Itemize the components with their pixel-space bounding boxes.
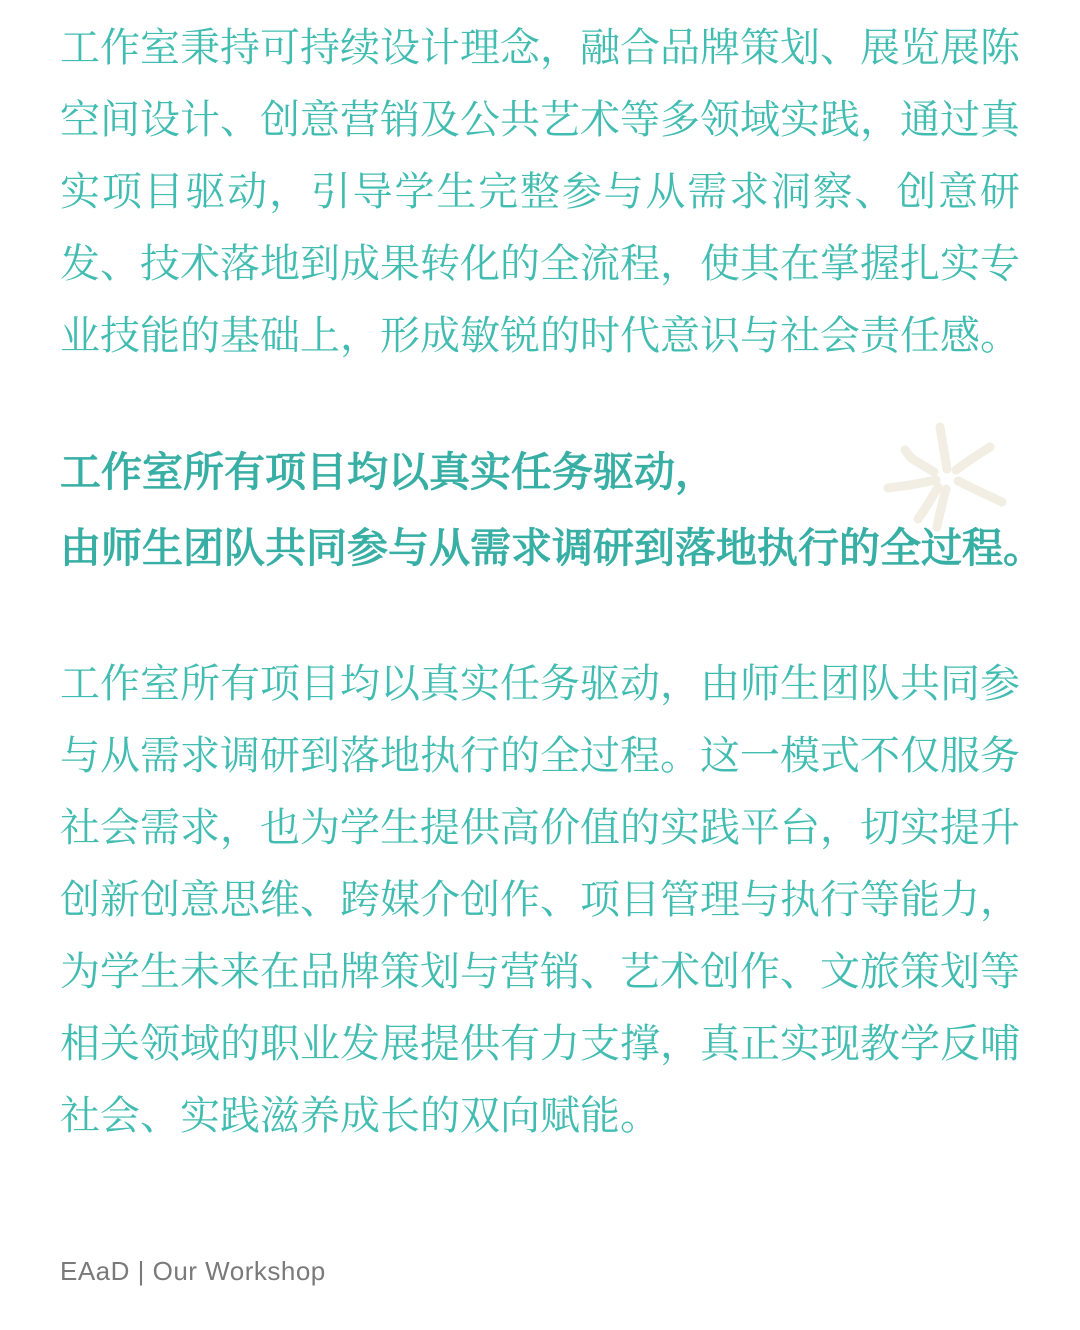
heading-line-1: 工作室所有项目均以真实任务驱动，	[60, 449, 716, 495]
footer-caption: EAaD | Our Workshop	[60, 1256, 326, 1286]
intro-paragraph: 工作室秉持可持续设计理念，融合品牌策划、展览展陈空间设计、创意营销及公共艺术等多领域实践，通过真实项目驱动，引导学生完整参与从需求洞察、创意研发、技术落地到成果转化的全流程，使其在掌握扎实专业技能的基础上，形成敏锐的时代意识与社会责任感。	[60, 26, 1020, 358]
highlight-heading	[60, 434, 1060, 586]
body-paragraph: 工作室所有项目均以真实任务驱动，由师生团队共同参与从需求调研到落地执行的全过程。这一模式不仅服务社会需求，也为学生提供高价值的实践平台，切实提升创新创意思维、跨媒介创作、项目管理与执行等能力，为学生未来在品牌策划与营销、艺术创作、文旅策划等相关领域的职业发展提供有力支撑，真正实现教学反哺社会、实践滋养成长的双向赋能。	[60, 662, 1020, 1138]
heading-line-2: 由师生团队共同参与从需求调研到落地执行的全过程。	[60, 525, 1044, 571]
